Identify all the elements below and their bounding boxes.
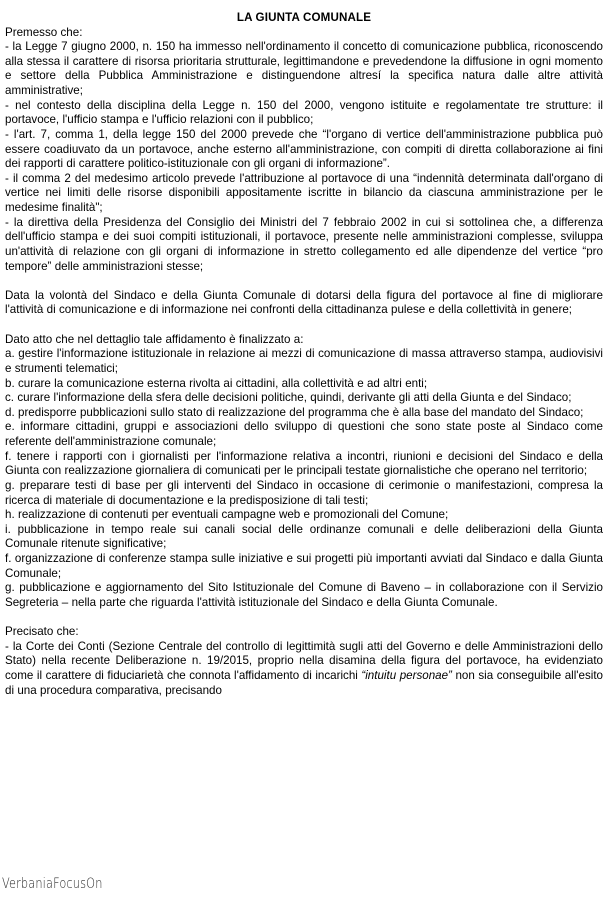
latin-phrase-intuitu-personae: “intuitu personae” (361, 669, 452, 683)
section-heading-premesso: Premesso che: (5, 25, 83, 39)
list-item-g2: g. pubblicazione e aggiornamento del Sito Istituzionale del Comune di Baveno – in collaborazione con il Servizio Segreteria – nella parte che riguarda l'attività istituzionale del Sindaco e della Giunta Comunale. (5, 581, 603, 609)
list-item-d: d. predisporre pubblicazioni sullo stato di realizzazione del programma che è alla base del mandato del Sindaco; (5, 405, 584, 419)
paragraph-tre-strutture: - nel contesto della disciplina della Legge n. 150 del 2000, vengono istituite e regolamentate tre strutture: il portavoce, l'ufficio stampa e l'ufficio relazioni con il pubblico; (5, 98, 603, 127)
watermark-verbaniafocuson: VerbaniaFocusOn (2, 876, 103, 892)
paragraph-data-volonta: Data la volontà del Sindaco e della Giunta Comunale di dotarsi della figura del portavoce al fine di migliorare l'attività di comunicazione e di informazione nei confronti della cittadinanza pulese e della collettività in genere; (5, 288, 603, 317)
paragraph-corte-dei-conti (5, 640, 603, 699)
list-item-i: i. pubblicazione in tempo reale sui canali social delle ordinanze comunali e delle deliberazioni della Giunta Comunale ritenute significative; (5, 522, 603, 551)
document-body (0, 26, 608, 699)
paragraph-spacer (5, 318, 603, 333)
paragraph-spacer (5, 611, 603, 626)
corte-text-part2: non sia conseguibile all'esito di una procedura comparativa, precisando (5, 669, 603, 697)
section-heading-dato-atto: Dato atto che nel dettaglio tale affidamento è finalizzato a: (5, 332, 304, 346)
list-item-g: g. preparare testi di base per gli interventi del Sindaco in occasione di cerimonie o manifestazioni, compresa la ricerca di materiale di documentazione e la predisposizione di tali testi; (5, 478, 603, 507)
list-item-e: e. informare cittadini, gruppi e associazioni dello sviluppo di questioni che sono state poste al Sindaco come referente dell'amministrazione comunale; (5, 420, 603, 449)
paragraph-comma2-indennita: - il comma 2 del medesimo articolo prevede l'attribuzione al portavoce di una “indennità determinata dall'organo di vertice nei limiti delle risorse disponibili appositamente iscritte in bilancio da ciascuna amministrazione per le medesime finalità"; (5, 171, 603, 215)
paragraph-art7-comma1: - l'art. 7, comma 1, della legge 150 del 2000 prevede che “l'organo di vertice dell'amministrazione pubblica può essere coadiuvato da un portavoce, anche esterno all'amministrazione, con compiti di diretta collaborazione ai fini dei rapporti di carattere politico-istituzionale con gli organi di informazione”. (5, 127, 603, 171)
paragraph-spacer (5, 274, 603, 289)
list-item-c: c. curare l'informazione della sfera delle decisioni politiche, quindi, derivante gli atti della Giunta e del Sindaco; (5, 391, 572, 405)
page-title: LA GIUNTA COMUNALE (236, 11, 372, 24)
list-item-f2: f. organizzazione di conferenze stampa sulle iniziative e sui progetti più importanti avviati dal Sindaco e dalla Giunta Comunale; (5, 552, 603, 580)
list-item-h: h. realizzazione di contenuti per eventuali campagne web e promozionali del Comune; (5, 508, 449, 522)
list-item-b: b. curare la comunicazione esterna rivolta ai cittadini, alla collettività e ad altri enti; (5, 376, 428, 390)
list-item-a: a. gestire l'informazione istituzionale in relazione ai mezzi di comunicazione di massa attraverso stampa, audiovisivi e strumenti telematici; (5, 347, 603, 375)
paragraph-legge-150: - la Legge 7 giugno 2000, n. 150 ha immesso nell'ordinamento il concetto di comunicazione pubblica, riconoscendo alla stessa il carattere di risorsa prioritaria strutturale, legittimandone e prevedendone la diffusione in ogni momento e settore della Pubblica Amministrazione e distinguendone altresí la specifica natura dalle altre attività amministrative; (5, 40, 603, 98)
section-heading-precisato: Precisato che: (5, 625, 79, 639)
paragraph-direttiva-2002: - la direttiva della Presidenza del Consiglio dei Ministri del 7 febbraio 2002 in cui si sottolinea che, a differenza dell'ufficio stampa e dei suoi compiti istituzionali, il portavoce, presente nelle amministrazioni complesse, sviluppa un'attività di relazione con gli organi di informazione in stretto collegamento ed alle dipendenze del vertice “pro tempore” delle amministrazioni stesse; (5, 215, 603, 273)
list-item-f: f. tenere i rapporti con i giornalisti per l'informazione relativa a incontri, riunioni e decisioni del Sindaco e della Giunta con realizzazione giornaliera di comunicati per le principali testate giornalistiche che operano nel territorio; (5, 449, 603, 478)
corte-text-part1: - la Corte dei Conti (Sezione Centrale del controllo di legittimità sugli atti del Governo e delle Amministrazioni dello Stato) nella recente Deliberazione n. 19/2015, proprio nella disamina della figura del portavoce, ha evidenziato come il carattere di fiduciarietà che connota l'affidamento di incarichi (5, 639, 603, 683)
